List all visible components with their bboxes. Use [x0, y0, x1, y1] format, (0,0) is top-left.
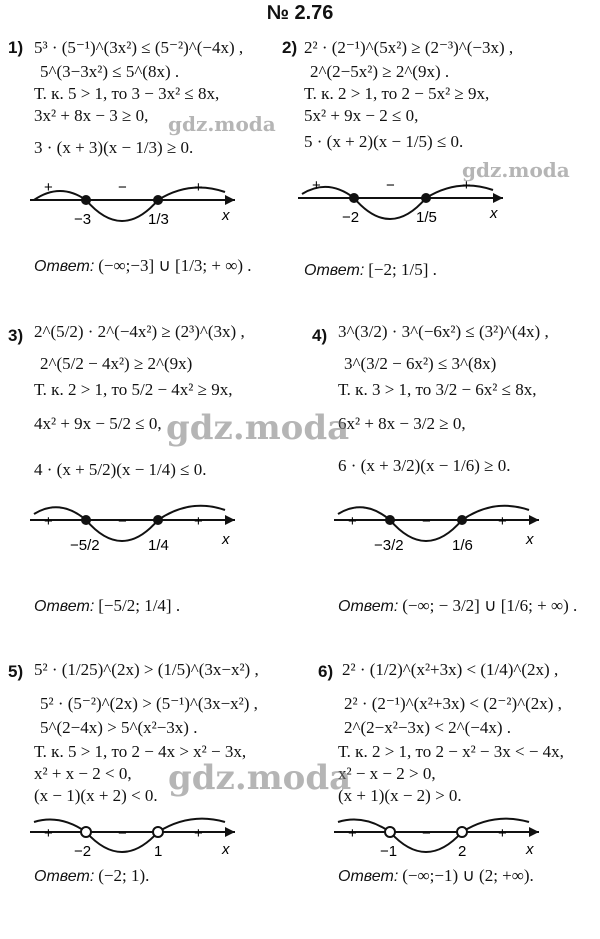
equation-line: (x + 1)(x − 2) > 0.: [338, 786, 462, 805]
answer-label: Ответ:: [304, 262, 365, 279]
equation-line: 2^(2−x²−3x) < 2^(−4x) .: [344, 718, 512, 737]
equation-line: Т. к. 3 > 1, то 3/2 − 6x² ≤ 8x,: [338, 380, 537, 399]
point-label: −1: [380, 843, 398, 860]
equation-line: 2² · (2⁻¹)^(x²+3x) < (2⁻²)^(2x) ,: [344, 694, 562, 713]
x-label: x: [490, 205, 498, 222]
equation-line: 5x² + 9x − 2 ≤ 0,: [304, 106, 419, 125]
equation-line: x² − x − 2 > 0,: [338, 764, 436, 783]
sign-plus: +: [194, 179, 203, 196]
equation-line: 6 · (x + 3/2)(x − 1/6) ≥ 0.: [338, 456, 511, 475]
equation-line: 2^(5/2) · 2^(−4x²) ≥ (2³)^(3x) ,: [34, 322, 245, 341]
watermark: gdz.moda: [168, 112, 276, 136]
sign-plus: +: [348, 513, 357, 530]
point-label: −5/2: [70, 537, 100, 554]
watermark: gdz.moda: [168, 758, 352, 798]
answer: [338, 866, 534, 886]
point-label: 2: [458, 843, 467, 860]
sign-plus: +: [194, 825, 203, 842]
page-title: № 2.76: [266, 2, 334, 24]
watermark: gdz.moda: [166, 408, 350, 448]
equation-line: (x − 1)(x + 2) < 0.: [34, 786, 158, 805]
equation-line: 2^(2−5x²) ≥ 2^(9x) .: [310, 62, 450, 81]
answer: [304, 260, 437, 280]
x-label: x: [222, 207, 230, 224]
answer-value: (−2; 1).: [98, 866, 150, 885]
sign-plus: +: [44, 179, 53, 196]
sign-minus: −: [118, 825, 127, 842]
answer-value: (−∞;−3] ∪ [1/3; + ∞) .: [98, 256, 252, 275]
watermark: gdz.moda: [462, 158, 570, 182]
answer-label: Ответ:: [338, 868, 399, 885]
sign-chart: [30, 492, 250, 582]
point-closed-a: [81, 195, 91, 205]
problem-number: 4): [312, 326, 328, 345]
sign-minus: −: [118, 513, 127, 530]
sign-chart: [30, 172, 250, 262]
problem-number: 1): [8, 38, 24, 57]
sign-plus: +: [462, 177, 471, 194]
equation-line: Т. к. 2 > 1, то 2 − 5x² ≥ 9x,: [304, 84, 490, 103]
equation-line: 2^(5/2 − 4x²) ≥ 2^(9x): [40, 354, 193, 373]
equation-line: 5^(3−3x²) ≤ 5^(8x) .: [40, 62, 180, 81]
sign-minus: −: [386, 177, 395, 194]
equation-line: 5 · (x + 2)(x − 1/5) ≤ 0.: [304, 132, 464, 151]
equation-line: 3^(3/2) · 3^(−6x²) ≤ (3²)^(4x) ,: [338, 322, 549, 341]
point-label: 1/5: [416, 209, 437, 226]
answer-value: (−∞; − 3/2] ∪ [1/6; + ∞) .: [402, 596, 578, 615]
point-label: −2: [74, 843, 92, 860]
sign-chart: [298, 170, 518, 260]
point-label: −3: [74, 211, 92, 228]
equation-line: Т. к. 2 > 1, то 5/2 − 4x² ≥ 9x,: [34, 380, 233, 399]
x-label: x: [222, 841, 230, 858]
answer-label: Ответ:: [34, 598, 95, 615]
problem-number: 5): [8, 662, 24, 681]
sign-minus: −: [422, 825, 431, 842]
answer: [34, 866, 149, 886]
x-label: x: [526, 841, 534, 858]
problem-number: 6): [318, 662, 334, 681]
sign-plus: +: [348, 825, 357, 842]
x-label: x: [222, 531, 230, 548]
equation-line: 4x² + 9x − 5/2 ≤ 0,: [34, 414, 162, 433]
equation-line: 5³ · (5⁻¹)^(3x²) ≤ (5⁻²)^(−4x) ,: [34, 38, 244, 57]
point-label: −2: [342, 209, 360, 226]
sign-plus: +: [312, 177, 321, 194]
sign-minus: −: [118, 179, 127, 196]
equation-line: 3x² + 8x − 3 ≥ 0,: [34, 106, 149, 125]
point-closed-b: [153, 195, 163, 205]
answer-label: Ответ:: [338, 598, 399, 615]
equation-line: 5² · (5⁻²)^(2x) > (5⁻¹)^(3x−x²) ,: [40, 694, 258, 713]
equation-line: 3 · (x + 3)(x − 1/3) ≥ 0.: [34, 138, 194, 157]
point-label: 1/3: [148, 211, 169, 228]
problem-number: 2): [282, 38, 298, 57]
sign-plus: +: [498, 825, 507, 842]
answer: [338, 596, 577, 616]
equation-line: 4 · (x + 5/2)(x − 1/4) ≤ 0.: [34, 460, 207, 479]
sign-chart: [334, 492, 554, 582]
answer-value: [−2; 1/5] .: [368, 260, 437, 279]
equation-line: Т. к. 5 > 1, то 3 − 3x² ≤ 8x,: [34, 84, 220, 103]
problem-number: 3): [8, 326, 24, 345]
sign-plus: +: [44, 513, 53, 530]
answer-label: Ответ:: [34, 868, 95, 885]
equation-line: Т. к. 2 > 1, то 2 − x² − 3x < − 4x,: [338, 742, 564, 761]
sign-plus: +: [44, 825, 53, 842]
answer: [34, 596, 180, 616]
sign-plus: +: [498, 513, 507, 530]
point-label: 1: [154, 843, 163, 860]
equation-line: x² + x − 2 < 0,: [34, 764, 132, 783]
answer: [34, 256, 252, 276]
equation-line: 3^(3/2 − 6x²) ≤ 3^(8x): [344, 354, 497, 373]
equation-line: 5^(2−4x) > 5^(x²−3x) .: [40, 718, 198, 737]
equation-line: 2² · (1/2)^(x²+3x) < (1/4)^(2x) ,: [342, 660, 559, 679]
point-label: 1/4: [148, 537, 169, 554]
point-label: −3/2: [374, 537, 404, 554]
equation-line: 6x² + 8x − 3/2 ≥ 0,: [338, 414, 466, 433]
sign-minus: −: [422, 513, 431, 530]
answer-value: (−∞;−1) ∪ (2; +∞).: [402, 866, 534, 885]
x-label: x: [526, 531, 534, 548]
sign-plus: +: [194, 513, 203, 530]
answer-label: Ответ:: [34, 258, 95, 275]
equation-line: 2² · (2⁻¹)^(5x²) ≥ (2⁻³)^(−3x) ,: [304, 38, 514, 57]
answer-value: [−5/2; 1/4] .: [98, 596, 181, 615]
point-label: 1/6: [452, 537, 473, 554]
equation-line: 5² · (1/25)^(2x) > (1/5)^(3x−x²) ,: [34, 660, 259, 679]
equation-line: Т. к. 5 > 1, то 2 − 4x > x² − 3x,: [34, 742, 247, 761]
